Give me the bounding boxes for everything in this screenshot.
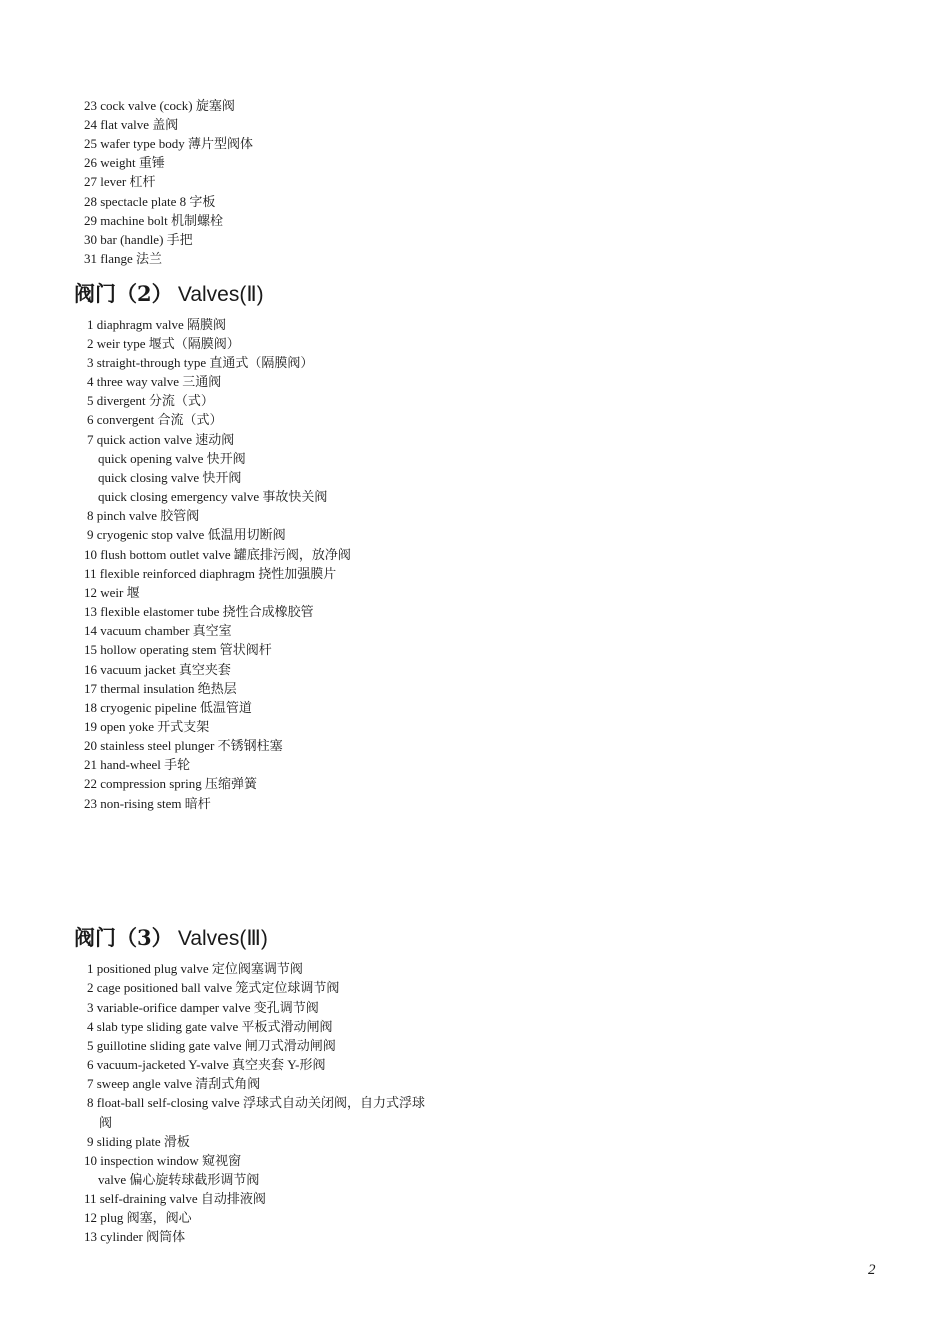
section-3-heading bbox=[74, 925, 268, 952]
list-item: 5 divergent 分流（式） bbox=[87, 393, 214, 408]
list-item: 11 self-draining valve 自动排液阀 bbox=[84, 1191, 266, 1206]
list-item: 5 guillotine sliding gate valve 闸刀式滑动闸阀 bbox=[87, 1038, 336, 1053]
list-item: 2 cage positioned ball valve 笼式定位球调节阀 bbox=[87, 980, 340, 995]
list-item: 19 open yoke 开式支架 bbox=[84, 719, 210, 734]
list-item: 7 quick action valve 速动阀 bbox=[87, 432, 235, 447]
list-item: quick closing valve 快开阀 bbox=[98, 470, 242, 485]
list-item: 12 plug 阀塞，阀心 bbox=[84, 1210, 192, 1225]
list-item: 28 spectacle plate 8 字板 bbox=[84, 194, 216, 209]
section-3-heading-en: Valves(Ⅲ) bbox=[177, 927, 268, 950]
list-item: 1 diaphragm valve 隔膜阀 bbox=[87, 317, 226, 332]
list-item: 2 weir type 堰式（隔膜阀） bbox=[87, 336, 240, 351]
section-3-heading-zh: 阀门（3） bbox=[74, 925, 173, 950]
list-item: 9 sliding plate 滑板 bbox=[87, 1134, 190, 1149]
list-item: 7 sweep angle valve 清刮式角阀 bbox=[87, 1076, 261, 1091]
list-item: 6 convergent 合流（式） bbox=[87, 412, 223, 427]
list-item: 14 vacuum chamber 真空室 bbox=[84, 623, 232, 638]
list-item: 17 thermal insulation 绝热层 bbox=[84, 681, 237, 696]
section-2-heading-en: Valves(Ⅱ) bbox=[177, 283, 264, 306]
list-item: 22 compression spring 压缩弹簧 bbox=[84, 776, 257, 791]
list-item: 4 three way valve 三通阀 bbox=[87, 374, 222, 389]
list-item: 24 flat valve 盖阀 bbox=[84, 117, 179, 132]
list-item: 9 cryogenic stop valve 低温用切断阀 bbox=[87, 527, 286, 542]
list-item: 11 flexible reinforced diaphragm 挠性加强膜片 bbox=[84, 566, 337, 581]
list-item: 6 vacuum-jacketed Y-valve 真空夹套 Y-形阀 bbox=[87, 1057, 326, 1072]
list-item: 29 machine bolt 机制螺栓 bbox=[84, 213, 224, 228]
list-item: 13 flexible elastomer tube 挠性合成橡胶管 bbox=[84, 604, 314, 619]
list-item: 8 pinch valve 胶管阀 bbox=[87, 508, 200, 523]
list-item: 12 weir 堰 bbox=[84, 585, 140, 600]
list-item: 4 slab type sliding gate valve 平板式滑动闸阀 bbox=[87, 1019, 333, 1034]
list-item: 10 flush bottom outlet valve 罐底排污阀，放净阀 bbox=[84, 547, 351, 562]
list-item: 3 variable-orifice damper valve 变孔调节阀 bbox=[87, 1000, 319, 1015]
list-item: quick opening valve 快开阀 bbox=[98, 451, 246, 466]
list-item: 10 inspection window 窥视窗 bbox=[84, 1153, 242, 1168]
list-item: 20 stainless steel plunger 不锈钢柱塞 bbox=[84, 738, 283, 753]
list-item: 15 hollow operating stem 管状阀杆 bbox=[84, 642, 272, 657]
list-item: 26 weight 重锤 bbox=[84, 155, 165, 170]
list-item: 阀 bbox=[99, 1115, 113, 1130]
page-number: 2 bbox=[868, 1262, 876, 1278]
list-item: 21 hand-wheel 手轮 bbox=[84, 757, 191, 772]
list-item: 31 flange 法兰 bbox=[84, 251, 162, 266]
list-item: quick closing emergency valve 事故快关阀 bbox=[98, 489, 328, 504]
list-item: 3 straight-through type 直通式（隔膜阀） bbox=[87, 355, 314, 370]
section-2-heading-zh: 阀门（2） bbox=[74, 281, 173, 306]
list-item: 25 wafer type body 薄片型阀体 bbox=[84, 136, 253, 151]
list-item: 13 cylinder 阀筒体 bbox=[84, 1229, 186, 1244]
list-item: 23 non-rising stem 暗杆 bbox=[84, 796, 211, 811]
list-item: 16 vacuum jacket 真空夹套 bbox=[84, 662, 231, 677]
list-item: 1 positioned plug valve 定位阀塞调节阀 bbox=[87, 961, 303, 976]
list-item: 18 cryogenic pipeline 低温管道 bbox=[84, 700, 252, 715]
list-item: valve 偏心旋转球截形调节阀 bbox=[98, 1172, 260, 1187]
list-item: 23 cock valve (cock) 旋塞阀 bbox=[84, 98, 235, 113]
list-item: 27 lever 杠杆 bbox=[84, 174, 156, 189]
list-item: 30 bar (handle) 手把 bbox=[84, 232, 193, 247]
section-2-heading bbox=[74, 281, 264, 308]
list-item: 8 float-ball self-closing valve 浮球式自动关闭阀，自力式浮球 bbox=[87, 1095, 425, 1110]
